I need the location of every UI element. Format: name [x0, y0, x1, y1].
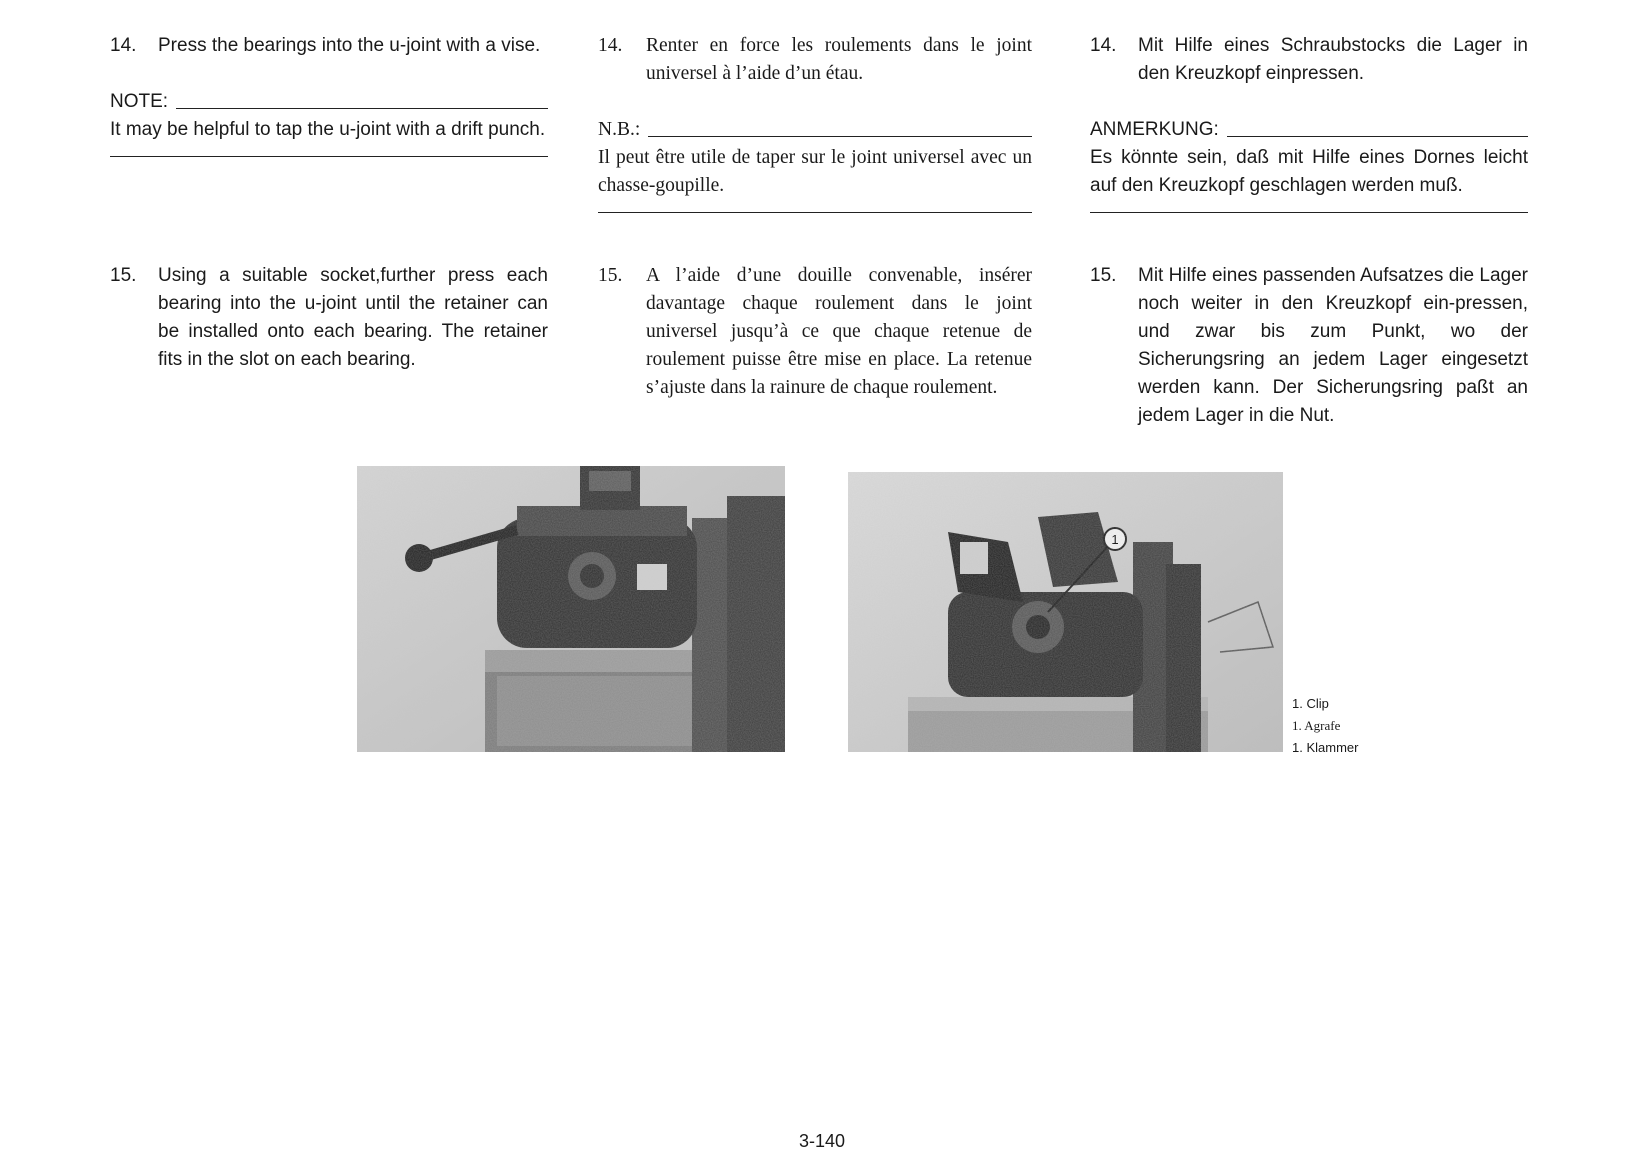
step-number: 14.: [598, 35, 623, 56]
step-number: 15.: [1090, 265, 1117, 286]
step-15-de: [1090, 262, 1528, 430]
step-text: Press the bearings into the u-joint with a vise.: [158, 35, 541, 56]
note-label: NOTE:: [110, 91, 169, 112]
note-de: [1090, 118, 1528, 213]
note-text: It may be helpful to tap the u-joint with a drift punch.: [110, 116, 548, 157]
note-en: [110, 90, 548, 157]
step-number: 15.: [598, 265, 623, 286]
caption-fr: 1. Agrafe: [1292, 718, 1341, 733]
german-column: [1090, 32, 1528, 213]
step-number: 15.: [110, 265, 137, 286]
step-15-en: [110, 262, 548, 374]
english-column: [110, 32, 548, 157]
step-number: 14.: [1090, 35, 1117, 56]
photo-retainer-clip: [848, 472, 1283, 752]
step-14-de: [1090, 32, 1528, 88]
step-number: 14.: [110, 35, 137, 56]
french-step-15-block: [598, 262, 1032, 402]
step-text: Using a suitable socket,further press each bearing into the u-joint until the retainer can be installed onto each bearing. The retainer fits in the slot on each bearing.: [158, 265, 548, 370]
english-step-15-block: [110, 262, 548, 374]
note-fr: [598, 118, 1032, 213]
step-text: Mit Hilfe eines Schraubstocks die Lager in den Kreuzkopf einpressen.: [1138, 35, 1528, 84]
caption-de: 1. Klammer: [1292, 740, 1359, 755]
photo-ujoint-vise: [357, 466, 785, 752]
step-15-fr: [598, 262, 1032, 402]
note-rule: [648, 136, 1032, 137]
step-text: A l’aide d’une douille convenable, insérer davantage chaque roulement dans le joint universel jusqu’à ce que chaque retenue de roulement puisse être mise en place. La retenue s’ajuste dans la rainure de chaque roulement.: [646, 265, 1032, 398]
step-text: Renter en force les roulements dans le joint universel à l’aide d’un étau.: [646, 35, 1032, 84]
french-column: [598, 32, 1032, 213]
note-text: Es könnte sein, daß mit Hilfe eines Dornes leicht auf den Kreuzkopf geschlagen werden muß.: [1090, 144, 1528, 213]
caption-en: 1. Clip: [1292, 696, 1329, 711]
german-step-15-block: [1090, 262, 1528, 430]
note-label: ANMERKUNG:: [1090, 119, 1219, 140]
note-label: N.B.:: [598, 119, 641, 140]
photo-caption: [1292, 693, 1358, 759]
step-text: Mit Hilfe eines passenden Aufsatzes die Lager noch weiter in den Kreuzkopf ein-pressen, und zwar bis zum Punkt, wo der Sicherungsring an jedem Lager eingesetzt werden kann. Der Sicherungsring paßt an jedem Lager in die Nut.: [1138, 265, 1528, 426]
note-rule: [176, 108, 548, 109]
step-14-en: [110, 32, 548, 60]
page-number: 3-140: [799, 1131, 846, 1151]
note-text: Il peut être utile de taper sur le joint universel avec un chasse-goupille.: [598, 144, 1032, 213]
step-14-fr: [598, 32, 1032, 88]
note-rule: [1227, 136, 1528, 137]
